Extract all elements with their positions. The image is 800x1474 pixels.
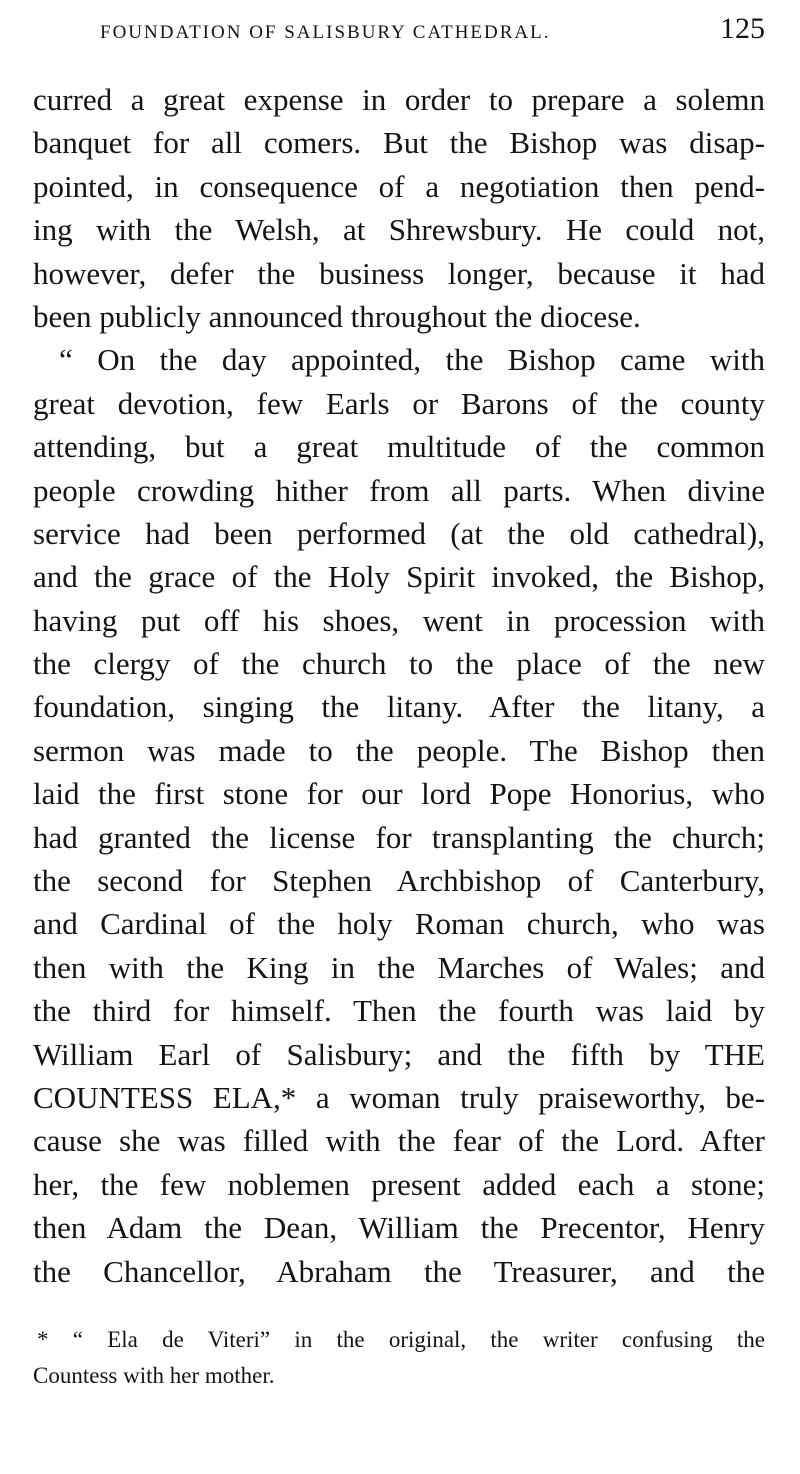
text-line: “ On the day appointed, the Bishop came with	[59, 342, 765, 378]
text-line: and Cardinal of the holy Roman church, who was	[33, 906, 765, 942]
text-line: having put off his shoes, went in procession with	[33, 602, 765, 638]
text-line: and the grace of the Holy Spirit invoked, the Bishop,	[33, 559, 765, 595]
text-line: then with the King in the Marches of Wales; and	[33, 949, 765, 985]
text-line: attending, but a great multitude of the common	[33, 429, 765, 465]
text-line: sermon was made to the people. The Bishop then	[33, 732, 765, 768]
text-line: William Earl of Salisbury; and the fifth by THE	[33, 1036, 765, 1072]
text-line: COUNTESS ELA,* a woman truly praiseworthy, be-	[33, 1079, 765, 1115]
text-line: pointed, in consequence of a negotiation then pend-	[33, 168, 765, 204]
text-line: the clergy of the church to the place of the new	[33, 646, 765, 682]
text-line: the third for himself. Then the fourth was laid by	[33, 993, 765, 1029]
footnote	[33, 1322, 765, 1394]
text-line: cause she was filled with the fear of the Lord. After	[33, 1123, 765, 1159]
text-line: ing with the Welsh, at Shrewsbury. He could not,	[33, 212, 765, 248]
text-line: been publicly announced throughout the diocese.	[33, 298, 641, 334]
footnote-line: Countess with her mother.	[33, 1363, 275, 1388]
text-line: curred a great expense in order to prepare a solemn	[33, 82, 765, 117]
text-line: banquet for all comers. But the Bishop was disap-	[33, 125, 765, 161]
text-line: the Chancellor, Abraham the Treasurer, and the	[33, 1253, 765, 1289]
body-text	[33, 78, 765, 1293]
text-line: people crowding hither from all parts. When divine	[33, 472, 765, 508]
text-line: had granted the license for transplanting the church;	[33, 819, 765, 855]
text-line: service had been performed (at the old cathedral),	[33, 515, 765, 551]
text-line: her, the few noblemen present added each a stone;	[33, 1166, 765, 1202]
text-line: foundation, singing the litany. After the litany, a	[33, 689, 765, 725]
footnote-line: * “ Ela de Viteri” in the original, the writer confusing the	[37, 1327, 765, 1352]
page-number: 125	[720, 12, 765, 45]
text-line: laid the first stone for our lord Pope Honorius, who	[33, 776, 765, 812]
running-title: FOUNDATION OF SALISBURY CATHEDRAL.	[100, 22, 551, 43]
running-header	[100, 12, 765, 48]
text-line: then Adam the Dean, William the Precentor, Henry	[33, 1210, 765, 1246]
text-line: however, defer the business longer, because it had	[33, 255, 765, 291]
text-line: the second for Stephen Archbishop of Canterbury,	[33, 863, 765, 899]
text-line: great devotion, few Earls or Barons of the county	[33, 385, 765, 421]
